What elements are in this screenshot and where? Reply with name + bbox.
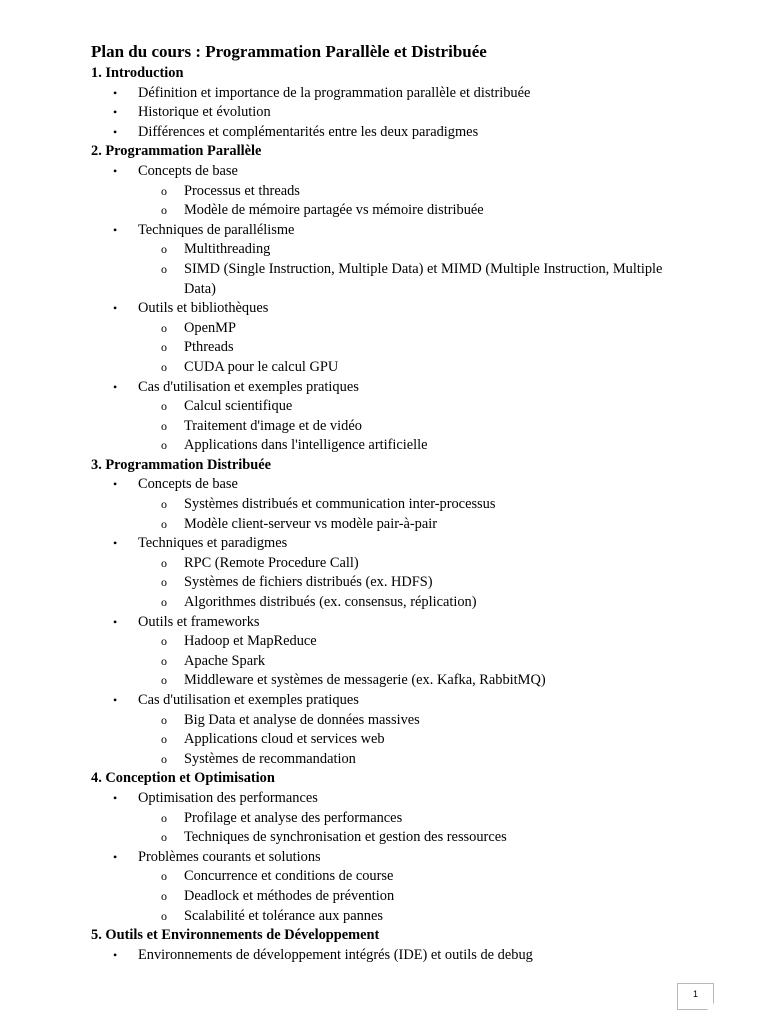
sub-bullet-marker: o [161,183,167,198]
sub-bullet-marker: o [161,203,167,218]
bullet-marker: • [113,693,118,707]
sub-bullet-marker: o [161,751,167,766]
bullet-item [91,534,691,554]
sub-bullet-marker: o [161,320,167,335]
sub-bullet-marker: o [161,438,167,453]
bullet-item [91,299,691,319]
bullet-item-text: Problèmes courants et solutions [138,848,321,865]
sub-bullet-marker: o [161,340,167,355]
page-number: 1 [692,989,698,999]
section-heading: 2. Programmation Parallèle [91,143,262,160]
bullet-item [91,848,691,868]
sub-bullet-item [91,809,691,829]
sub-bullet-item-text: Traitement d'image et de vidéo [184,417,362,434]
bullet-item [91,123,691,143]
sub-bullet-item-text: Applications cloud et services web [184,731,385,748]
bullet-item [91,691,691,711]
document-body [91,42,691,965]
sub-bullet-item-text: CUDA pour le calcul GPU [184,358,339,375]
sub-bullet-item-text: Scalabilité et tolérance aux pannes [184,907,383,924]
bullet-marker: • [113,379,118,394]
bullet-marker: • [113,124,118,139]
section-heading: 1. Introduction [91,65,184,81]
sub-bullet-item-text: Deadlock et méthodes de prévention [184,887,395,904]
bullet-item-text: Concepts de base [138,162,238,179]
sub-bullet-item [91,711,691,731]
sub-bullet-marker: o [161,555,167,570]
sub-bullet-item [91,182,691,202]
sub-bullet-item [91,338,691,358]
sub-bullet-marker: o [161,575,167,590]
sub-bullet-item-text: Profilage et analyse des performances [184,809,403,826]
sub-bullet-item-text: Concurrence et conditions de course [184,868,394,885]
section-heading: 3. Programmation Distribuée [91,456,271,473]
bullet-item [91,613,691,633]
sub-bullet-marker: o [161,359,167,374]
bullet-marker: • [113,105,118,120]
bullet-item-text: Concepts de base [138,476,238,493]
sub-bullet-item [91,652,691,672]
bullet-item [91,378,691,398]
sub-bullet-item-text: Systèmes distribués et communication inter-processus [184,496,496,513]
bullet-item [91,103,691,123]
sub-bullet-item [91,573,691,593]
sub-bullet-item [91,260,691,299]
section-heading: 5. Outils et Environnements de Développement [91,927,380,944]
bullet-marker: • [113,477,118,492]
sub-bullet-item [91,671,691,691]
sub-bullet-item [91,319,691,339]
sub-bullet-item [91,554,691,574]
sub-bullet-item-text: Systèmes de recommandation [184,750,356,767]
bullet-item [91,221,691,241]
bullet-item [91,162,691,182]
bullet-item [91,475,691,495]
sub-bullet-marker: o [161,497,167,512]
bullet-item-text: Optimisation des performances [138,789,318,806]
bullet-marker: • [113,301,118,316]
document-title: Plan du cours : Programmation Parallèle et Distribuée [91,42,487,61]
sub-bullet-item-text: SIMD (Single Instruction, Multiple Data) et MIMD (Multiple Instruction, Multiple Data) [184,260,663,297]
bullet-marker: • [113,536,118,551]
sub-bullet-marker: o [161,242,167,257]
sub-bullet-marker: o [161,673,167,688]
bullet-item-text: Cas d'utilisation et exemples pratiques [138,378,359,395]
bullet-marker: • [113,790,118,805]
sub-bullet-item [91,887,691,907]
sub-bullet-item-text: Hadoop et MapReduce [184,633,317,650]
bullet-marker: • [113,163,118,178]
sub-bullet-item-text: RPC (Remote Procedure Call) [184,554,359,571]
sub-bullet-item [91,358,691,378]
sub-bullet-marker: o [161,399,167,414]
sub-bullet-item-text: Systèmes de fichiers distribués (ex. HDFS) [184,574,433,591]
sub-bullet-item [91,907,691,927]
sub-bullet-marker: o [161,732,167,747]
bullet-item-text: Techniques et paradigmes [138,535,288,552]
sub-bullet-item [91,730,691,750]
sub-bullet-item [91,240,691,260]
sub-bullet-item-text: Pthreads [184,339,234,356]
sub-bullet-item-text: Calcul scientifique [184,398,293,415]
sub-bullet-marker: o [161,888,167,903]
sub-bullet-marker: o [161,869,167,884]
sub-bullet-item-text: Applications dans l'intelligence artificielle [184,437,428,454]
bullet-item-text: Historique et évolution [138,104,271,121]
bullet-item [91,789,691,809]
sub-bullet-item [91,201,691,221]
sub-bullet-item [91,436,691,456]
course-outline [91,64,691,965]
section-heading: 4. Conception et Optimisation [91,770,275,787]
sub-bullet-marker: o [161,418,167,433]
sub-bullet-item [91,397,691,417]
sub-bullet-item [91,867,691,887]
page-number-box [677,983,714,1010]
sub-bullet-marker: o [161,595,167,610]
bullet-marker: • [113,947,118,962]
sub-bullet-item-text: Modèle de mémoire partagée vs mémoire distribuée [184,202,484,219]
sub-bullet-item-text: Multithreading [184,241,271,258]
sub-bullet-marker: o [161,830,167,845]
sub-bullet-marker: o [161,908,167,923]
bullet-marker: • [113,222,118,237]
bullet-item [91,946,691,966]
bullet-marker: • [113,85,118,100]
sub-bullet-marker: o [161,634,167,649]
bullet-item-text: Définition et importance de la programmation parallèle et distribuée [138,84,531,101]
bullet-item-text: Techniques de parallélisme [138,221,295,238]
sub-bullet-item [91,828,691,848]
sub-bullet-item [91,495,691,515]
sub-bullet-item-text: OpenMP [184,319,236,336]
bullet-marker: • [113,614,118,629]
bullet-item-text: Différences et complémentarités entre les deux paradigmes [138,123,479,140]
bullet-item-text: Environnements de développement intégrés (IDE) et outils de debug [138,946,533,963]
sub-bullet-item-text: Processus et threads [184,182,300,199]
sub-bullet-marker: o [161,516,167,531]
sub-bullet-item [91,515,691,535]
sub-bullet-item [91,593,691,613]
bullet-item [91,84,691,104]
bullet-item-text: Outils et frameworks [138,613,260,630]
sub-bullet-marker: o [161,653,167,668]
sub-bullet-item [91,632,691,652]
sub-bullet-marker: o [161,712,167,727]
sub-bullet-marker: o [161,810,167,825]
sub-bullet-item [91,417,691,437]
sub-bullet-item-text: Modèle client-serveur vs modèle pair-à-pair [184,515,438,532]
sub-bullet-item-text: Apache Spark [184,652,266,669]
bullet-marker: • [113,849,118,864]
sub-bullet-item [91,750,691,770]
bullet-item-text: Outils et bibliothèques [138,300,269,317]
bullet-item-text: Cas d'utilisation et exemples pratiques [138,692,359,708]
sub-bullet-item-text: Big Data et analyse de données massives [184,711,420,728]
sub-bullet-item-text: Middleware et systèmes de messagerie (ex. Kafka, RabbitMQ) [184,672,546,689]
sub-bullet-marker: o [161,261,167,276]
sub-bullet-item-text: Techniques de synchronisation et gestion des ressources [184,829,507,846]
sub-bullet-item-text: Algorithmes distribués (ex. consensus, réplication) [184,594,477,611]
